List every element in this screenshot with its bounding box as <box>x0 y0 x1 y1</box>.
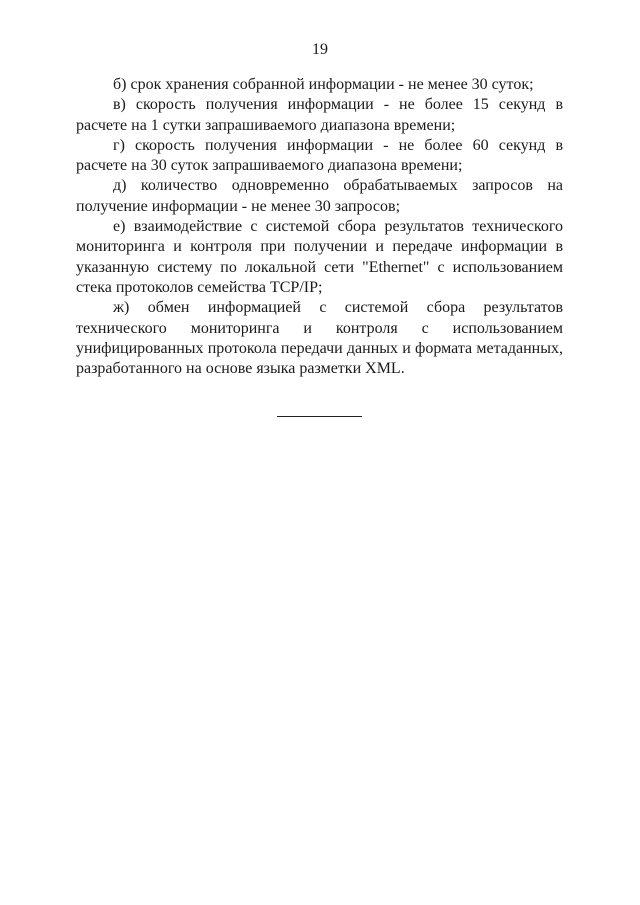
document-body <box>76 75 563 379</box>
paragraph-b: б) срок хранения собранной информации - не менее 30 суток; <box>113 76 534 93</box>
page-number: 19 <box>312 41 328 58</box>
paragraph-d: д) количество одновременно обрабатываемых запросов на получение информации - не менее 30 запросов; <box>76 177 563 215</box>
paragraph-g: г) скорость получения информации - не более 60 секунд в расчете на 30 суток запрашиваемого диапазона времени; <box>76 136 563 175</box>
paragraph-v: в) скорость получения информации - не более 15 секунд в расчете на 1 сутки запрашиваемого диапазона времени; <box>76 96 563 134</box>
end-of-document-rule <box>277 416 362 417</box>
paragraph-e: е) взаимодействие с системой сбора результатов технического мониторинга и контроля при получении и передаче информации в указанную систему по локальной сети "Ethernet" с использованием стека протоколов семейства TCP/IP; <box>76 218 563 296</box>
paragraph-zh: ж) обмен информацией с системой сбора результатов технического мониторинга и контроля с использованием унифицированных протокола передачи данных и формата метаданных, разработанного на основе языка разметки XML. <box>76 299 563 378</box>
